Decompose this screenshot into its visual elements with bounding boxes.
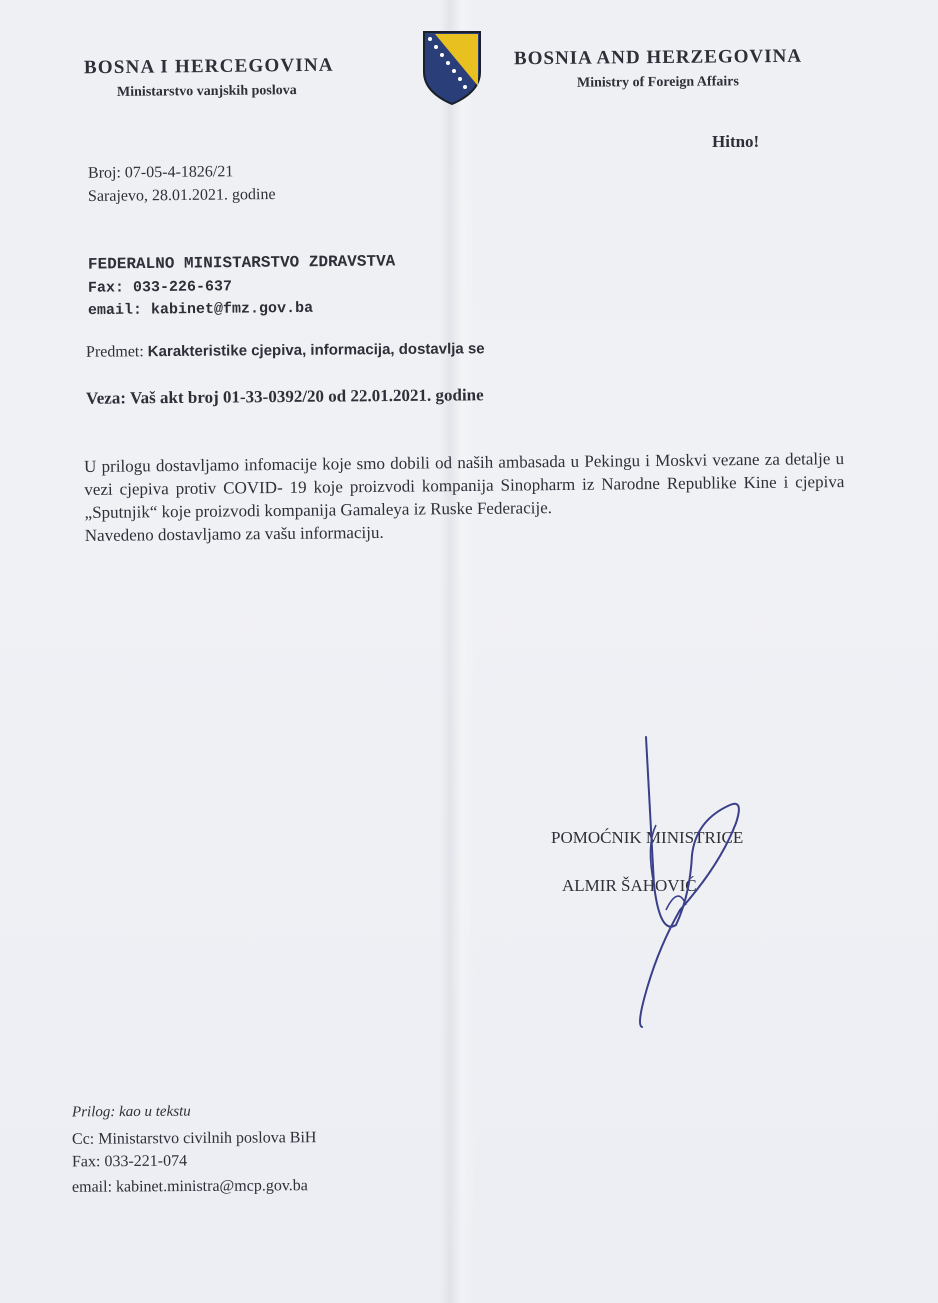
- cc-fax: Fax: 033-221-074: [71, 1152, 188, 1171]
- attachment-note: Prilog: kao u tekstu: [71, 1103, 191, 1121]
- header-right-title: BOSNIA AND HERZEGOVINA: [513, 45, 803, 70]
- subject-label: Predmet:: [85, 343, 144, 361]
- subject-line: [86, 340, 485, 361]
- recipient-fax: Fax: 033-226-637: [87, 278, 233, 297]
- recipient-name: FEDERALNO MINISTARSTVO ZDRAVSTVA: [87, 252, 396, 274]
- letter-body: [84, 447, 845, 547]
- cc-line: Cc: Ministarstvo civilnih poslova BiH: [71, 1129, 317, 1148]
- coat-of-arms-icon: [421, 28, 483, 106]
- body-paragraph: Navedeno dostavljamo za vašu informaciju.: [84, 522, 384, 545]
- reference-link: Veza: Vaš akt broj 01-33-0392/20 od 22.01.2021. godine: [85, 385, 484, 408]
- handwritten-signature-icon: [620, 735, 760, 1035]
- urgent-marker: Hitno!: [712, 132, 760, 151]
- body-paragraph: U prilogu dostavljamo infomacije koje smo dobili od naših ambasada u Pekingu i Moskvi vezane za detalje u vezi cjepiva protiv COVID- 19 koje proizvodi kompanija Sinopharm iz Narodne Republike Kine i cjepiva „Sputnjik“ koje proizvodi kompanija Gamaleya iz Ruske Federacije.: [84, 449, 845, 522]
- header-right-subtitle: Ministry of Foreign Affairs: [576, 74, 739, 91]
- header-left-title: BOSNA I HERCEGOVINA: [83, 54, 334, 79]
- signatory-name: ALMIR ŠAHOVIĆ: [562, 876, 697, 895]
- signatory-title: POMOĆNIK MINISTRICE: [551, 828, 744, 847]
- recipient-email: email: kabinet@fmz.gov.ba: [87, 299, 314, 320]
- header-left-subtitle: Ministarstvo vanjskih poslova: [116, 83, 297, 100]
- subject-text: Karakteristike cjepiva, informacija, dostavlja se: [147, 340, 485, 361]
- place-date: Sarajevo, 28.01.2021. godine: [87, 186, 276, 205]
- reference-number: Broj: 07-05-4-1826/21: [87, 163, 234, 182]
- cc-email: email: kabinet.ministra@mcp.gov.ba: [71, 1177, 308, 1196]
